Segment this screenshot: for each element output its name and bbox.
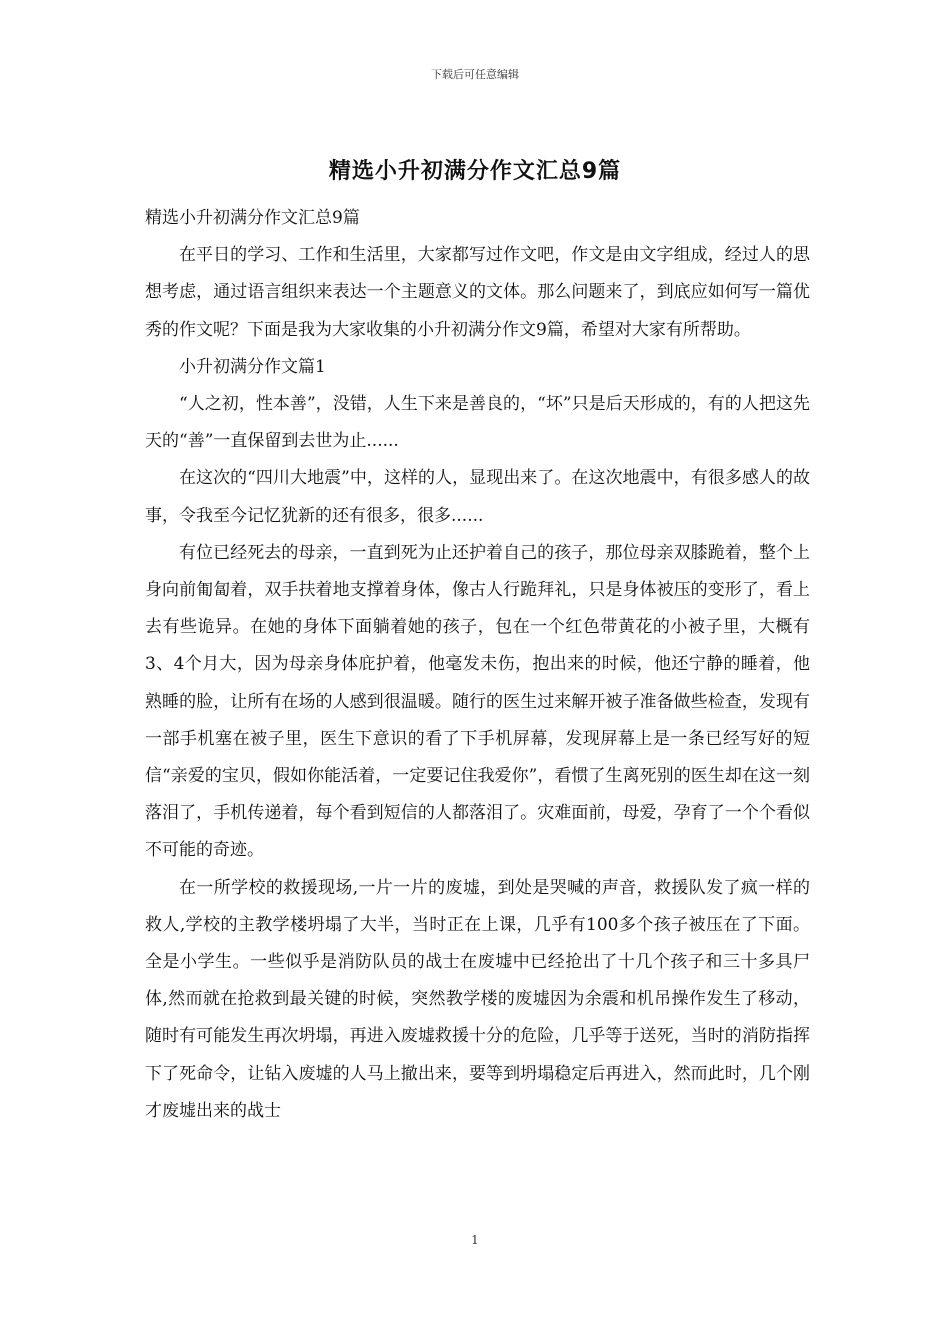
intro-paragraph: 在平日的学习、工作和生活里，大家都写过作文吧，作文是由文字组成，经过人的思想考虑，通过语言组织来表达一个主题意义的文体。那么问题来了，到底应如何写一篇优秀的作文呢？下面是我为大家收集的小升初满分作文9篇，希望对大家有所帮助。 xyxy=(145,245,810,340)
subtitle-paragraph: 精选小升初满分作文汇总9篇 xyxy=(145,208,360,228)
section-heading: 小升初满分作文篇1 xyxy=(179,356,326,377)
page-number: 1 xyxy=(471,1233,479,1247)
document-body xyxy=(145,200,810,1130)
body-paragraph: 在一所学校的救援现场,一片一片的废墟，到处是哭喊的声音，救援队发了疯一样的救人,学校的主教学楼坍塌了大半，当时正在上课，几乎有100多个孩子被压在了下面。全是小学生。一些似乎是消防队员的战士在废墟中已经抢出了十几个孩子和三十多具尸体,然而就在抢救到最关键的时候，突然教学楼的废墟因为余震和机吊操作发生了移动，随时有可能发生再次坍塌，再进入废墟救援十分的危险，几乎等于送死，当时的消防指挥下了死命令，让钻入废墟的人马上撤出来，要等到坍塌稳定后再进入，然而此时，几个刚才废墟出来的战士 xyxy=(145,877,810,1121)
body-paragraph: “人之初，性本善”，没错，人生下来是善良的，“坏”只是后天形成的，有的人把这先天的“善”一直保留到去世为止...... xyxy=(145,394,810,452)
body-paragraph: 在这次的“四川大地震”中，这样的人，显现出来了。在这次地震中，有很多感人的故事，令我至今记忆犹新的还有很多，很多...... xyxy=(145,468,810,526)
document-title: 精选小升初满分作文汇总9篇 xyxy=(328,159,622,184)
page-header-note: 下载后可任意编辑 xyxy=(431,68,519,81)
body-paragraph: 有位已经死去的母亲，一直到死为止还护着自己的孩子，那位母亲双膝跪着，整个上身向前匍匐着，双手扶着地支撑着身体，像古人行跪拜礼，只是身体被压的变形了，看上去有些诡异。在她的身体下面躺着她的孩子，包在一个红色带黄花的小被子里，大概有3、4个月大，因为母亲身体庇护着，他毫发未伤，抱出来的时候，他还宁静的睡着，他熟睡的脸，让所有在场的人感到很温暖。随行的医生过来解开被子准备做些检查，发现有一部手机塞在被子里，医生下意识的看了下手机屏幕，发现屏幕上是一条已经写好的短信“亲爱的宝贝，假如你能活着，一定要记住我爱你”，看惯了生离死别的医生却在这一刻落泪了，手机传递着，每个看到短信的人都落泪了。灾难面前，母爱，孕育了一个个看似不可能的奇迹。 xyxy=(145,542,810,861)
